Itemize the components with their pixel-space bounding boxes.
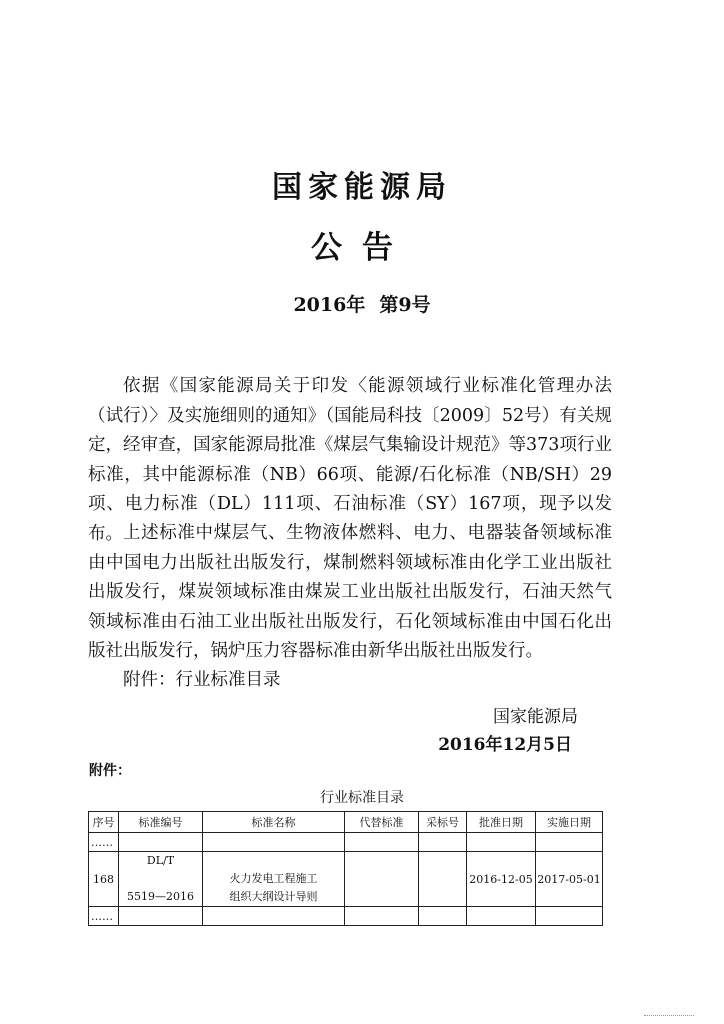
cell-effective: 2017-05-01	[536, 852, 603, 907]
body-paragraph-1: 依据《国家能源局关于印发〈能源领域行业标准化管理办法（试行）〉及实施细则的通知》（国能局科技〔2009〕52号）有关规定，经审查，国家能源局批准《煤层气集输设计规范》等373项行业标准，其中能源标准（NB）66项、能源/石化标准（NB/SH）29项、电力标准（DL）111项、石油标准（SY）167项，现予以发布。	[88, 376, 612, 544]
col-header-name: 标准名称	[203, 812, 345, 833]
issuing-organization: 国家能源局	[272, 170, 452, 205]
attachment-note: 附件：行业标准目录	[123, 670, 281, 690]
ellipsis-cell: ……	[89, 833, 119, 852]
cell-code	[119, 852, 203, 907]
cell-approved: 2016-12-05	[467, 852, 536, 907]
body-paragraph-2: 上述标准中煤层气、生物液体燃料、电力、电器装备领域标准由中国电力出版社出版发行，煤制燃料领域标准由化学工业出版社出版发行，煤炭领域标准由煤炭工业出版社出版发行，石油天然气领域标准由石油工业出版社出版发行，石化领域标准由中国石化出版社出版发行，锅炉压力容器标准由新华出版社出版发行。	[88, 523, 612, 661]
issue-no: 第9号	[379, 294, 431, 316]
table-row-ellipsis	[89, 833, 603, 852]
col-header-no: 序号	[89, 812, 119, 833]
table-row-ellipsis	[89, 907, 603, 926]
table-title: 行业标准目录	[320, 790, 404, 806]
col-header-effective: 实施日期	[536, 812, 603, 833]
col-header-code: 标准编号	[119, 812, 203, 833]
cell-code-line1: DL/T	[146, 854, 175, 867]
signature-org: 国家能源局	[493, 707, 578, 727]
ellipsis-cell: ……	[89, 907, 119, 926]
signature-date: 2016年12月5日	[438, 735, 572, 755]
issue-year: 2016年	[293, 294, 366, 316]
annex-label: 附件：	[89, 763, 131, 779]
standards-table	[88, 811, 603, 926]
cell-code-line2: 5519—2016	[127, 890, 194, 903]
document-type: 公告	[311, 230, 413, 266]
cell-name	[203, 852, 345, 907]
scan-mark	[644, 1015, 694, 1019]
cell-name-line2: 组织大纲设计导则	[229, 890, 318, 903]
table-header-row	[89, 812, 603, 833]
cell-no: 168	[89, 852, 119, 907]
col-header-approved: 批准日期	[467, 812, 536, 833]
col-header-adopted: 采标号	[419, 812, 467, 833]
cell-replaces	[345, 852, 419, 907]
issue-number	[0, 290, 724, 317]
col-header-replaces: 代替标准	[345, 812, 419, 833]
table-row	[89, 852, 603, 907]
cell-name-line1: 火力发电工程施工	[229, 872, 318, 885]
cell-adopted	[419, 852, 467, 907]
